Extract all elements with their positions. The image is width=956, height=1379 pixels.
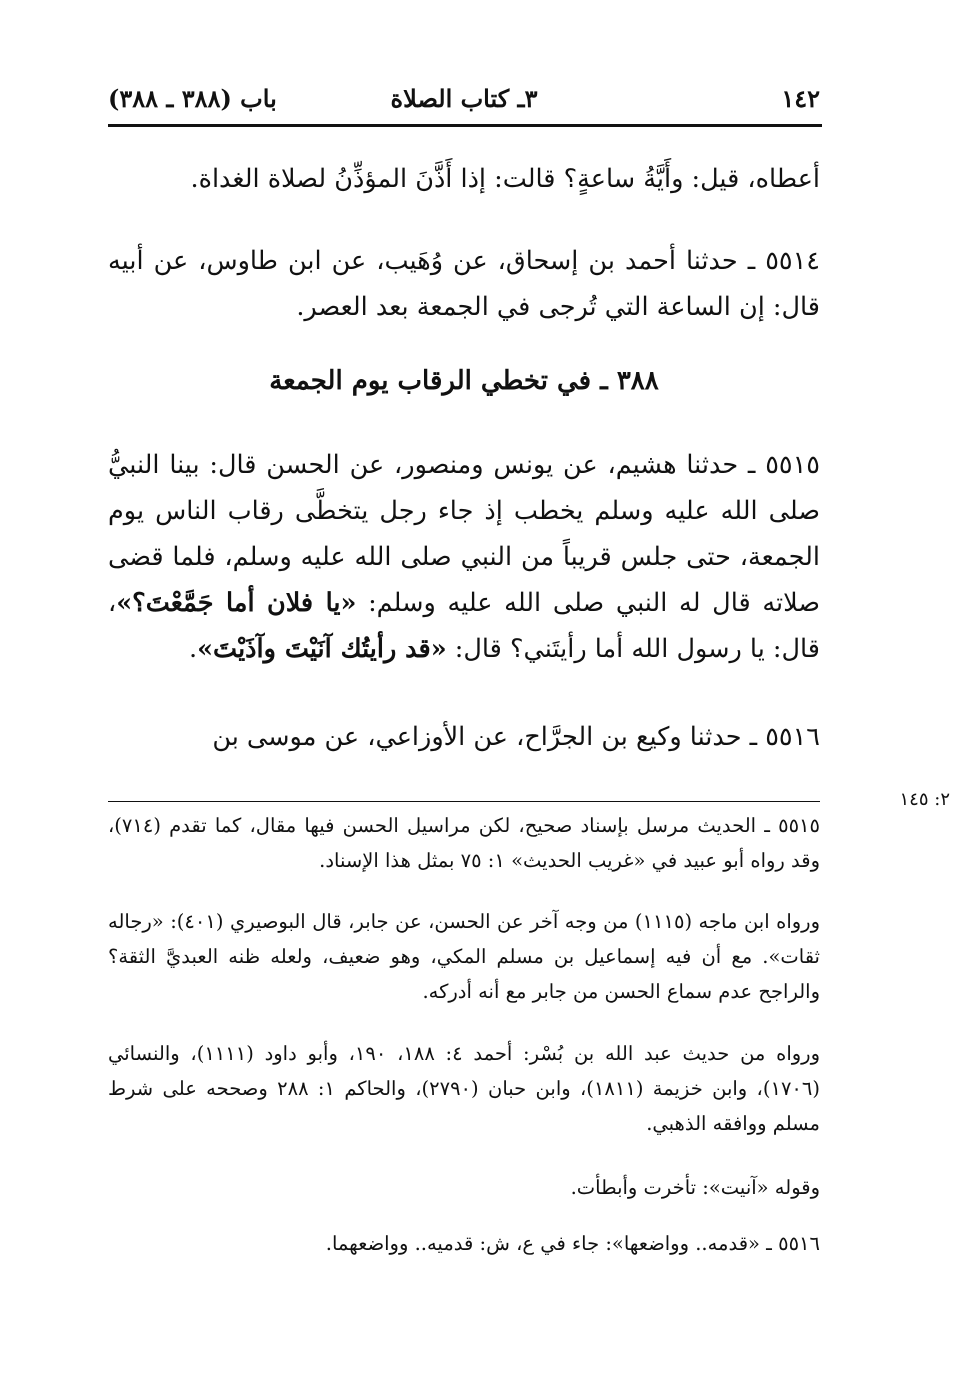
margin-reference: ٢: ١٤٥ [899,789,950,810]
hadith-5516: ٥٥١٦ ـ حدثنا وكيع بن الجرَّاح، عن الأوزاعي، عن موسى بن [212,722,820,752]
hadith-5515-quote-1: «يا فلان أما جَمَّعْتَ؟» [116,588,357,618]
chapter-title: ٣ـ كتاب الصلاة [390,84,538,113]
hadith-5515-end: . [189,634,198,664]
running-header [108,78,820,120]
hadith-5515-text: ٥٥١٥ ـ حدثنا هشيم، عن يونس ومنصور، عن الحسن قال: بينا النبيُّ صلى الله عليه وسلم يخطب إذ جاء رجل يتخطَّى رقاب الناس يوم الجمعة، حتى جلس قريباً من النبي صلى الله عليه وسلم، فلما قضى صلاته قال له النبي صلى الله عليه وسلم: [108,450,820,618]
footnote-5515: ٥٥١٥ ـ الحديث مرسل بإسناد صحيح، لكن مراسيل الحسن فيها مقال، كما تقدم (٧١٤)، وقد رواه أبو عبيد في «غريب الحديث» ١: ٧٥ بمثل هذا الإسناد. [108,814,820,872]
footnote-ibn-majah: ورواه ابن ماجه (١١١٥) من وجه آخر عن الحسن، عن جابر، قال البوصيري (٤٠١): «رجاله ثقات». مع أن فيه إسماعيل بن مسلم المكي، وهو ضعيف، ولعله ظنه العبديَّ الثقة؟ والراجح عدم سماع الحسن من جابر مع أنه أدركه. [108,910,821,1003]
paragraph-continuation: أعطاه، قيل: وأَيَّةُ ساعةٍ؟ قالت: إذا أَذَّنَ المؤذِّنُ لصلاة الغداة. [190,164,820,194]
header-rule [108,124,822,127]
section-range: باب (٣٨٨ ـ ٣٨٨) [108,84,277,113]
footnote-5516: ٥٥١٦ ـ «قدمه.. وواضعها»: جاء في ع، ش: قدميه.. وواضعهما. [325,1232,820,1255]
footnote-abdullah-busr: ورواه من حديث عبد الله بن بُسْر: أحمد ٤: ١٨٨، ١٩٠، وأبو داود (١١١١)، والنسائي (١٧٠٦)، وابن خزيمة (١٨١١)، وابن حبان (٢٧٩٠)، والحاكم ١: ٢٨٨ وصححه على شرط مسلم ووافقه الذهبي. [108,1042,820,1135]
hadith-5514: ٥٥١٤ ـ حدثنا أحمد بن إسحاق، عن وُهَيب، عن ابن طاوس، عن أبيه قال: إن الساعة التي تُرجى في الجمعة بعد العصر. [108,246,820,322]
section-heading: ٣٨٨ ـ في تخطي الرقاب يوم الجمعة [269,366,659,396]
footnote-aanayt: وقوله «آنيت»: تأخرت وأبطأت. [570,1176,820,1199]
hadith-5515-mid: ، قال: يا رسول الله أما رأيتَني؟ قال: [108,588,820,664]
page-number: ١٤٢ [781,84,820,113]
hadith-5515-quote-2: «قد رأيتُك آنَيْتَ وآذَيْتَ» [197,634,447,664]
footnote-rule [108,801,820,802]
hadith-5515 [108,442,820,672]
